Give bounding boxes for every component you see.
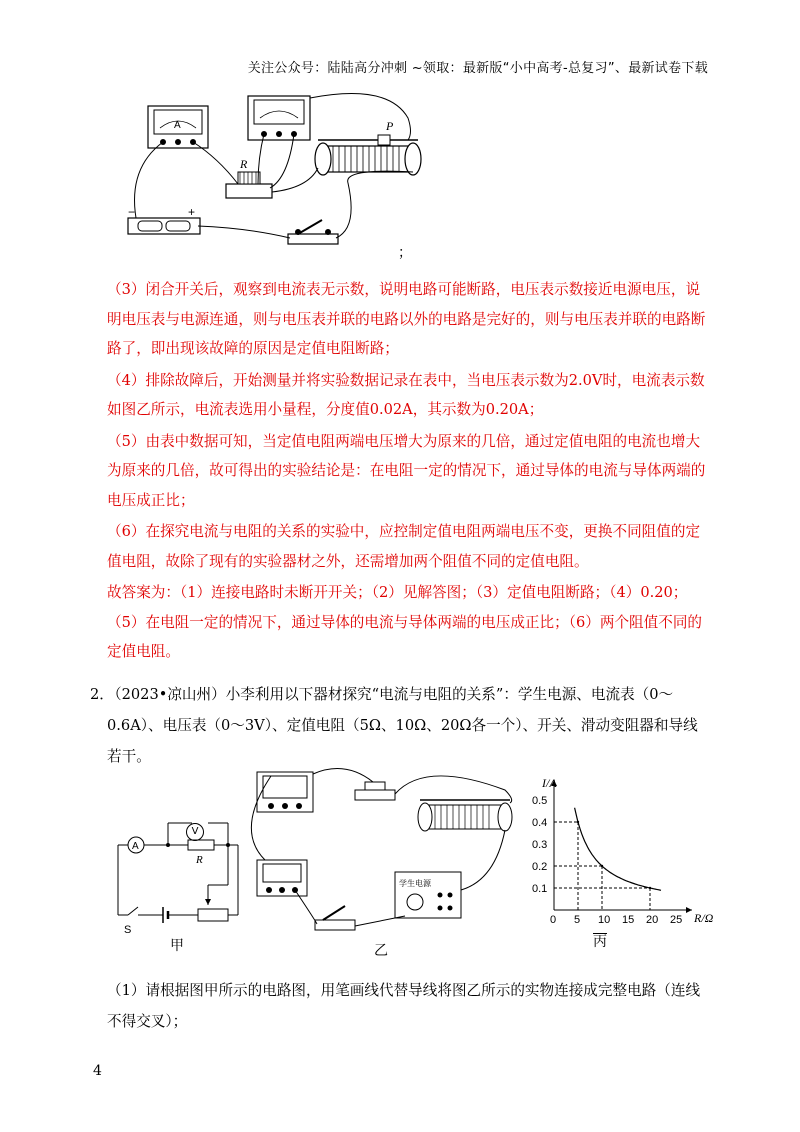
- physical-setup-yi: [255, 770, 515, 960]
- jia-resistor-label: R: [196, 854, 203, 866]
- jia-voltmeter-label: V: [191, 826, 199, 837]
- jia-voltmeter: [186, 823, 204, 841]
- top-ammeter-label: A: [174, 120, 181, 131]
- answer-4: （4）排除故障后，开始测量并将实验数据记录在表中，当电压表示数为2.0V时，电流表示数如图乙所示，电流表选用小量程，分度值0.02A，其示数为0.20A；: [107, 371, 705, 418]
- data-point: [601, 865, 603, 867]
- x-tick-label: 15: [622, 914, 635, 926]
- top-plus-label: +: [188, 205, 196, 219]
- answer-block: [107, 275, 707, 667]
- question-2: [90, 679, 710, 772]
- caption-bing: 丙: [593, 934, 607, 950]
- answer-6: （6）在探究电流与电阻的关系的实验中，应控制定值电阻两端电压不变，更换不同阻值的定值电阻，故除了现有的实验器材之外，还需增加两个阻值不同的定值电阻。: [107, 523, 701, 570]
- data-point: [649, 887, 651, 889]
- graph-bing: [512, 775, 714, 945]
- top-slider-label: P: [386, 119, 394, 133]
- x-axis-arrow: [686, 907, 692, 913]
- jia-ammeter-label: A: [132, 841, 139, 852]
- top-figure-trailing-mark: ；: [398, 245, 412, 261]
- top-resistor-label: R: [240, 157, 248, 171]
- caption-jia: 甲: [170, 938, 184, 954]
- sub-question-1: （1）请根据图甲所示的电路图，用笔画线代替导线将图乙所示的实物连接成完整电路（连线不得交叉）；: [107, 982, 701, 1030]
- top-circuit-figure: [108, 88, 448, 258]
- answer-3: （3）闭合开关后，观察到电流表无示数，说明电路可能断路，电压表示数接近电源电压，说明电压表与电源连通，则与电压表并联的电路以外的电路是完好的，则与电压表并联的电路断路了，即出现该故障的原因是定值电阻断路；: [107, 281, 706, 357]
- y-tick-label: 0.4: [532, 817, 548, 829]
- y-tick-label: 0.5: [532, 795, 548, 807]
- y-tick-label: 0.3: [532, 839, 548, 851]
- page-number: 4: [93, 1063, 102, 1079]
- y-tick-label: 0.2: [532, 861, 548, 873]
- x-tick-label: 5: [574, 914, 581, 926]
- power-supply-label: 学生电源: [399, 879, 431, 888]
- x-tick-label: 0: [550, 914, 557, 926]
- data-curve: [575, 808, 661, 891]
- top-minus-label: −: [128, 205, 136, 219]
- x-tick-label: 10: [598, 914, 611, 926]
- y-tick-label: 0.1: [532, 883, 548, 895]
- jia-switch-label: S: [124, 924, 132, 936]
- x-axis-label: R/Ω: [694, 911, 714, 925]
- answer-summary: 故答案为：（1）连接电路时未断开开关；（2）见解答图；（3）定值电阻断路；（4）0.20；（5）在电阻一定的情况下，通过导体的电流与导体两端的电压成正比；（6）两个阻值不同的定值电阻。: [107, 584, 703, 660]
- caption-yi: 乙: [374, 943, 388, 959]
- question-text: （2023•凉山州）小李利用以下器材探究“电流与电阻的关系”：学生电源、电流表（0～0.6A）、电压表（0～3V）、定值电阻（5Ω、10Ω、20Ω各一个）、开关、滑动变阻器和导线若干。: [107, 686, 698, 765]
- page-header: 关注公众号：陆陆高分冲刺 ~领取：最新版“小中高考-总复习”、最新试卷下载: [247, 61, 708, 76]
- y-axis-label: I/A: [542, 776, 557, 790]
- question-number: 2．: [90, 686, 114, 703]
- answer-5: （5）由表中数据可知，当定值电阻两端电压增大为原来的几倍，通过定值电阻的电流也增大为原来的几倍，故可得出的实验结论是：在电阻一定的情况下，通过导体的电流与导体两端的电压成正比；: [107, 432, 706, 509]
- x-tick-label: 20: [646, 914, 659, 926]
- x-tick-label: 25: [670, 914, 683, 926]
- data-point: [577, 821, 579, 823]
